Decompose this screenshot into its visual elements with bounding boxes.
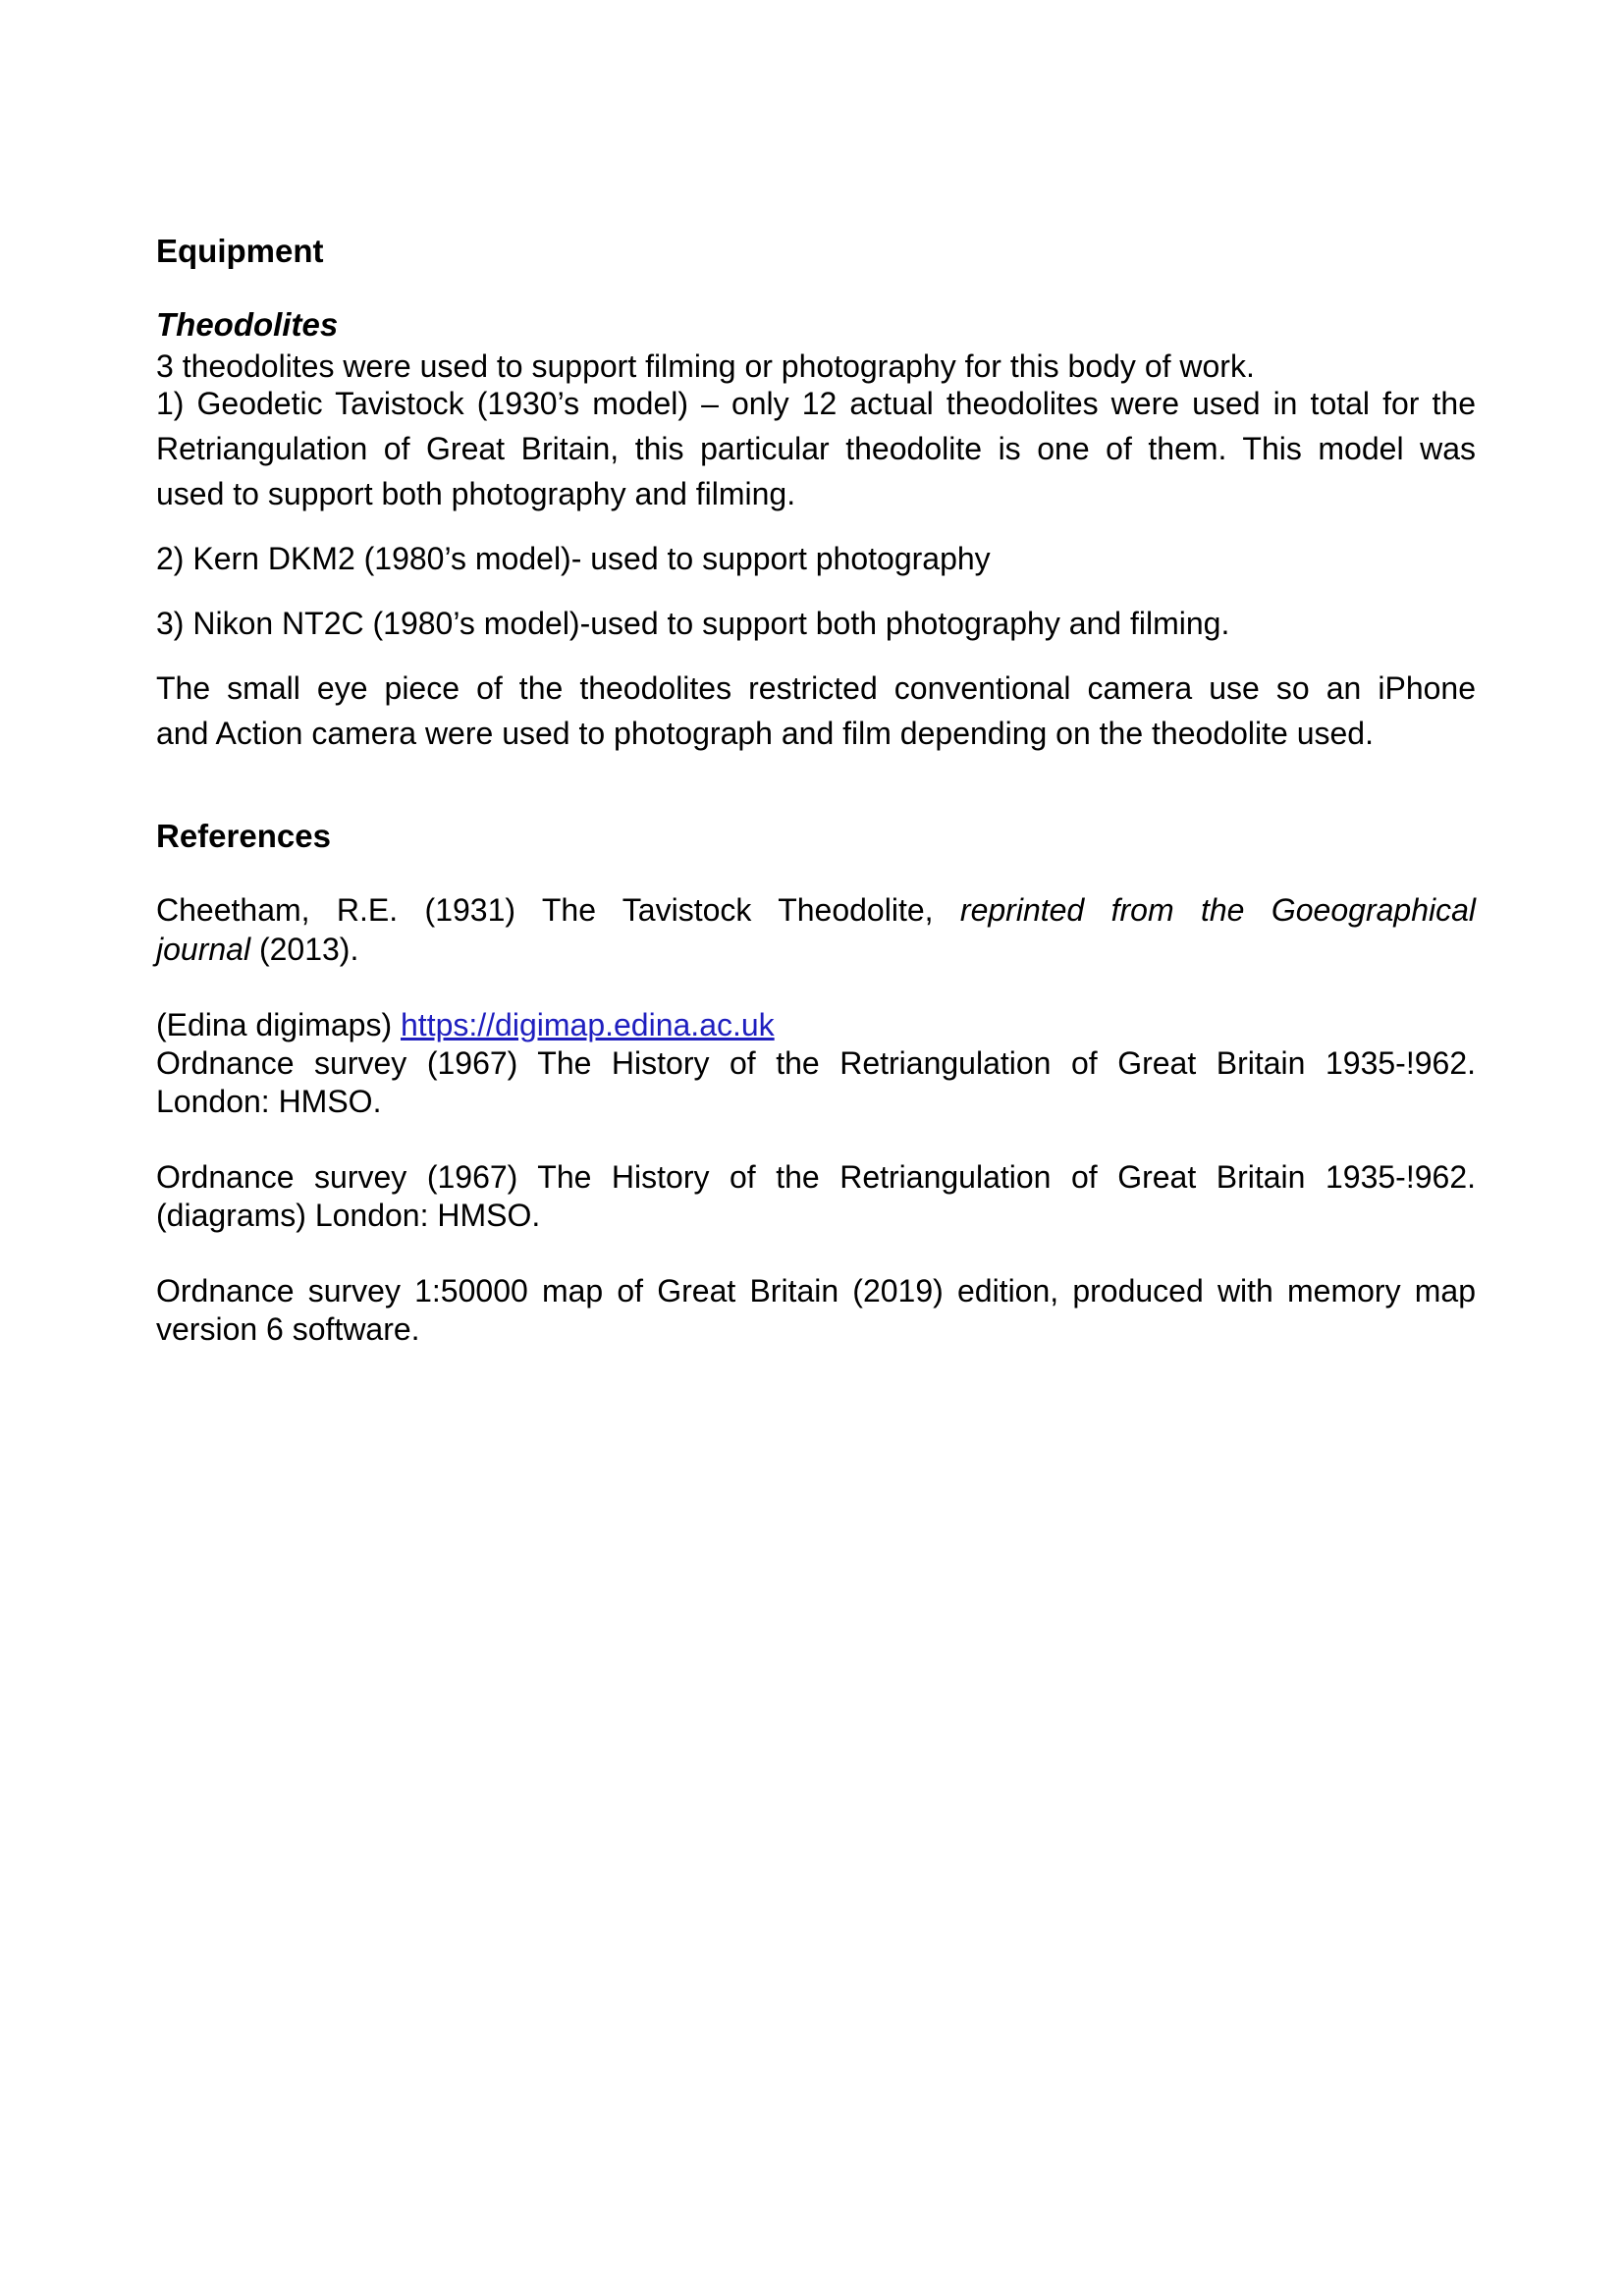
theodolites-subheading: Theodolites <box>156 306 339 343</box>
ref1-text: Cheetham, R.E. (1931) The Tavistock Theodolite, <box>156 892 960 928</box>
ref1-year: (2013). <box>250 932 359 967</box>
ref1-line1 <box>156 891 1476 929</box>
item3-text: 3) Nikon NT2C (1980’s model)-used to support both photography and filming. <box>156 606 1230 641</box>
digimap-link[interactable]: https://digimap.edina.ac.uk <box>401 1007 775 1042</box>
references-heading: References <box>156 818 331 854</box>
item1-line3: used to support both photography and filming. <box>156 476 796 511</box>
document-page <box>156 0 1476 2296</box>
ref3-line1: Ordnance survey (1967) The History of the Retriangulation of Great Britain 1935-!962. <box>156 1045 1476 1081</box>
ref3-line2: London: HMSO. <box>156 1084 382 1119</box>
ref4-line1: Ordnance survey (1967) The History of the Retriangulation of Great Britain 1935-!962. <box>156 1159 1476 1195</box>
item1-line1: 1) Geodetic Tavistock (1930’s model) – only 12 actual theodolites were used in total for the <box>156 386 1476 421</box>
item1-line2: Retriangulation of Great Britain, this particular theodolite is one of them. This model was <box>156 431 1476 466</box>
note-line1: The small eye piece of the theodolites restricted conventional camera use so an iPhone <box>156 670 1476 706</box>
ref5-line1: Ordnance survey 1:50000 map of Great Britain (2019) edition, produced with memory map <box>156 1273 1476 1308</box>
ref1-line2 <box>156 931 1476 968</box>
ref2-prefix: (Edina digimaps) <box>156 1007 401 1042</box>
theodolites-intro: 3 theodolites were used to support filming or photography for this body of work. <box>156 348 1255 384</box>
equipment-heading: Equipment <box>156 233 324 269</box>
ref1-journal-title: reprinted from the Goeographical <box>959 892 1477 928</box>
ref2-line <box>156 1006 1476 1043</box>
ref1-journal-word: journal <box>156 932 251 967</box>
ref4-line2: (diagrams) London: HMSO. <box>156 1198 541 1233</box>
note-line2: and Action camera were used to photograph and film depending on the theodolite used. <box>156 716 1374 751</box>
item2-text: 2) Kern DKM2 (1980’s model)- used to support photography <box>156 541 991 576</box>
ref5-line2: version 6 software. <box>156 1311 420 1347</box>
